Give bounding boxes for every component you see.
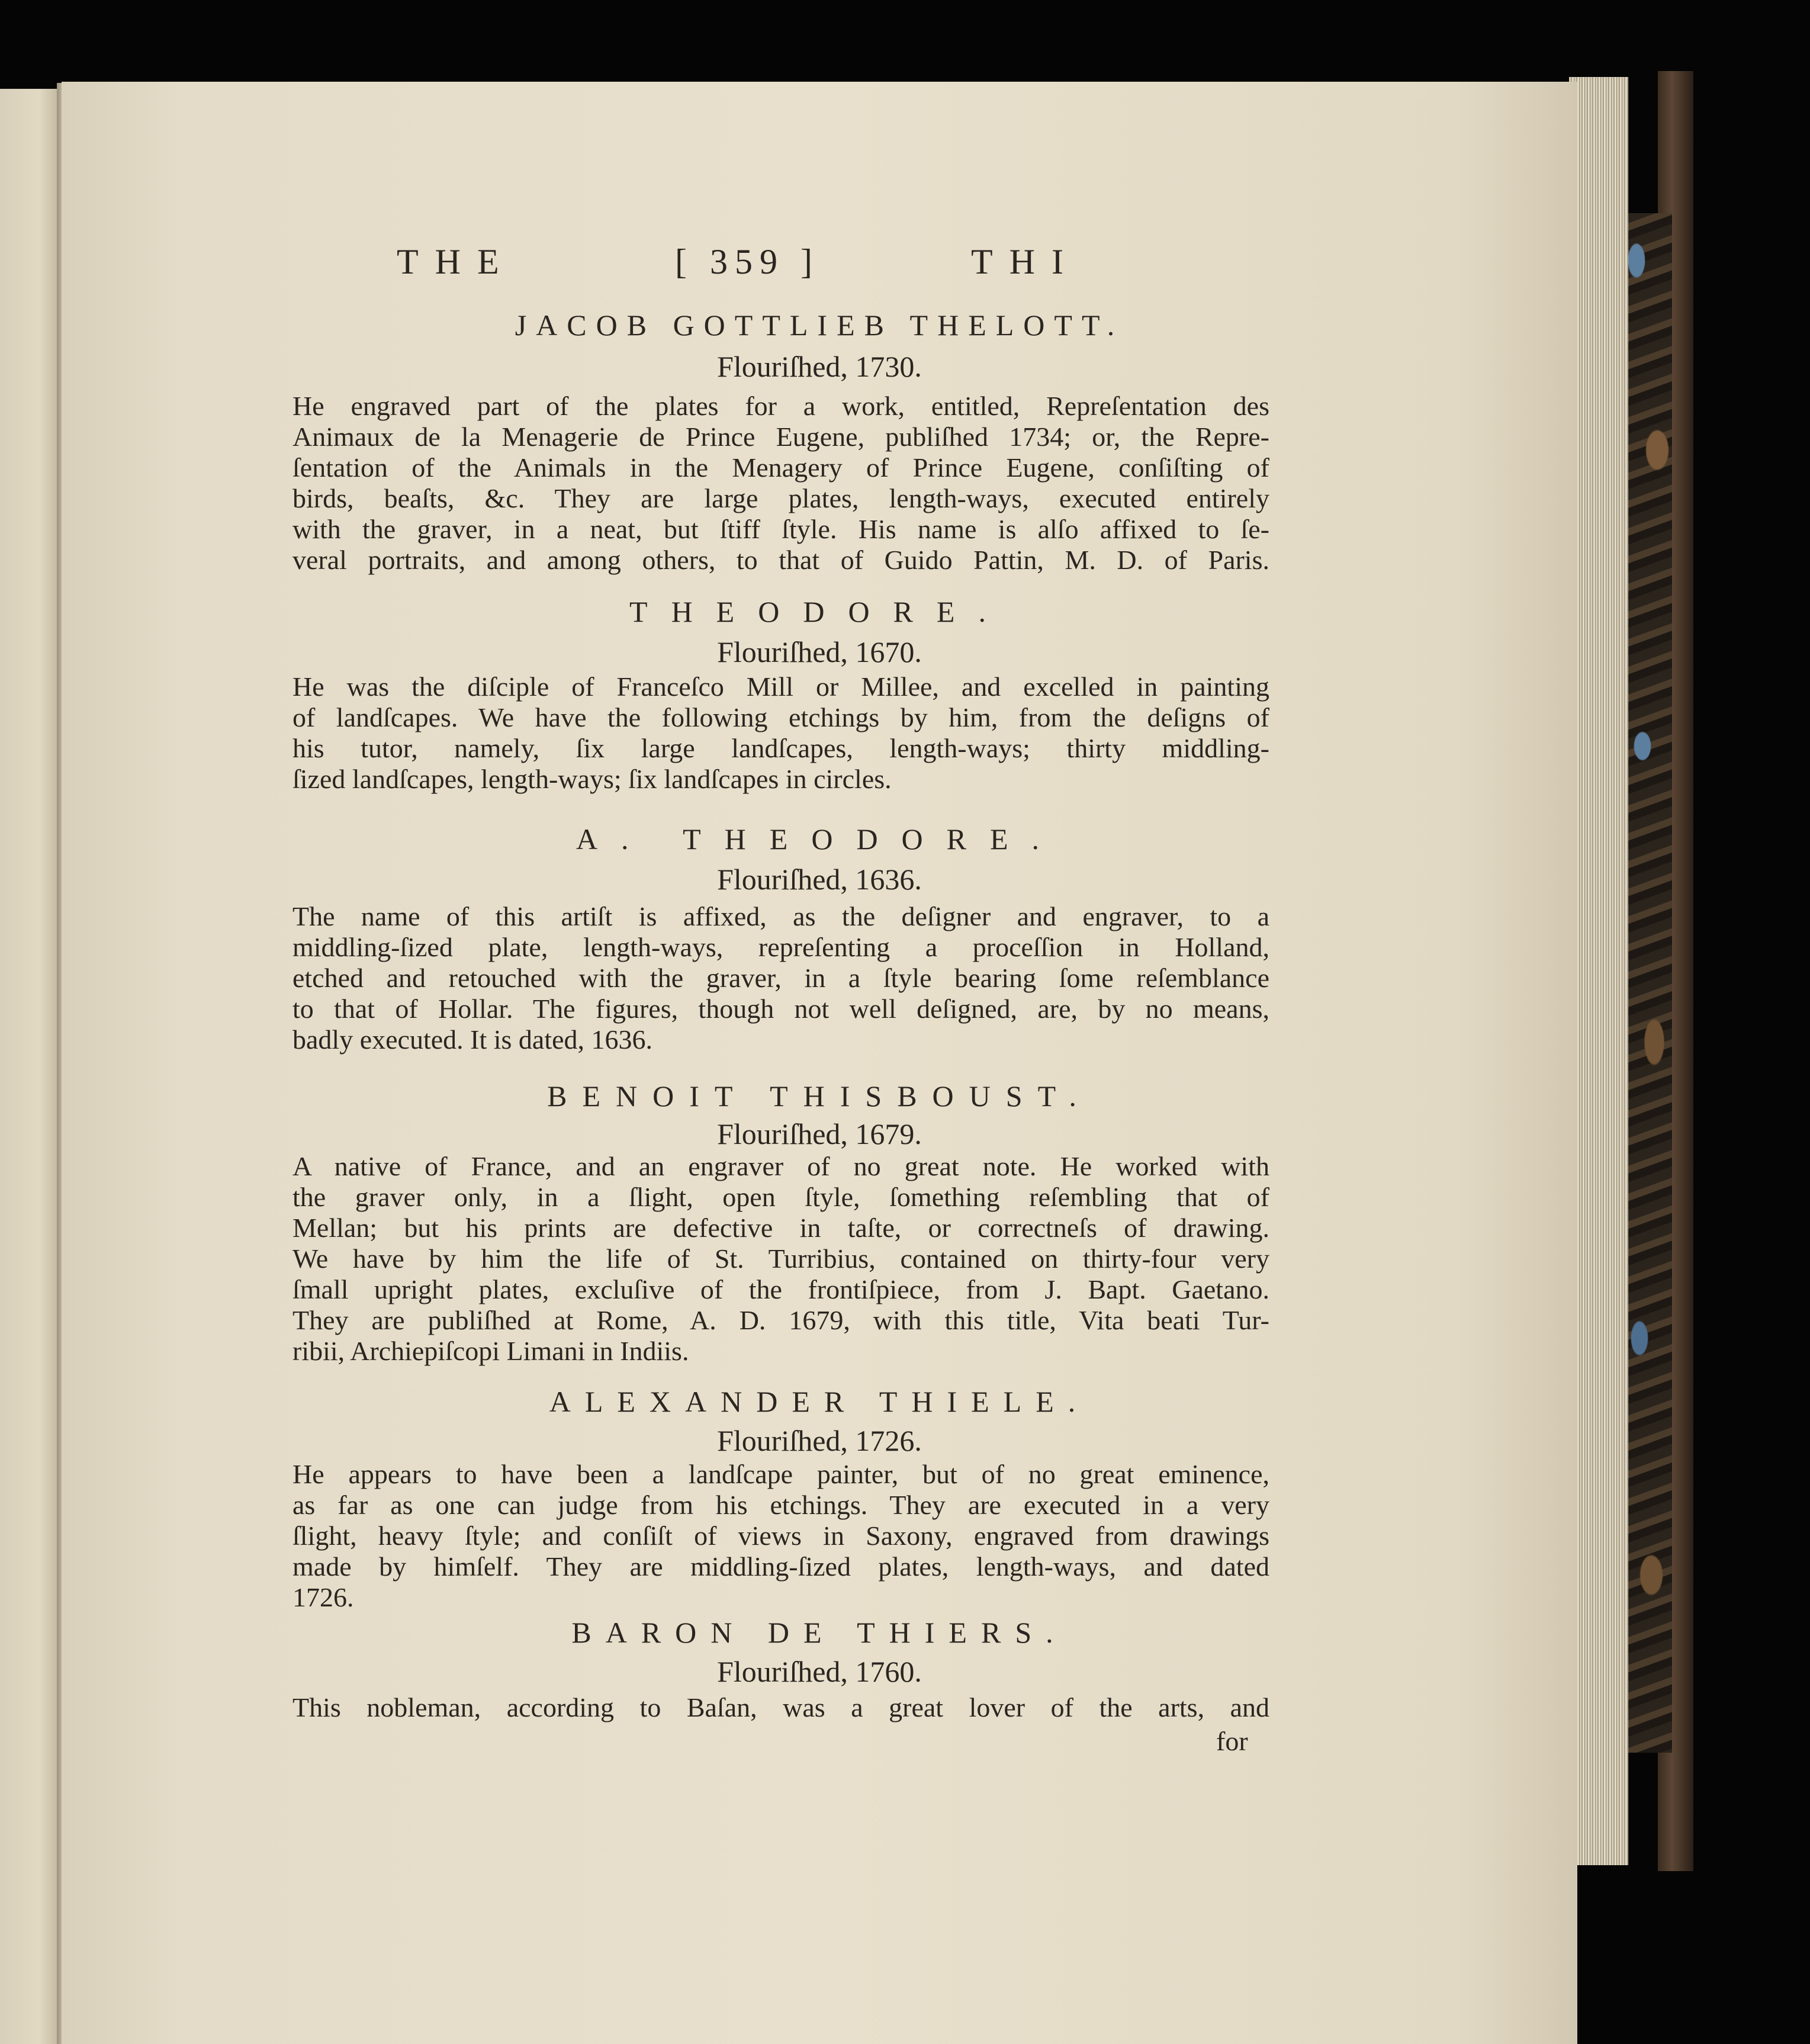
text-line: to that of Hollar. The figures, though not well deſigned, are, by no means, bbox=[292, 994, 1269, 1024]
entry-text bbox=[292, 1151, 1269, 1367]
text-line: ribii, Archiepiſcopi Limani in Indiis. bbox=[292, 1336, 689, 1366]
text-line: as far as one can judge from his etchings. They are executed in a very bbox=[292, 1490, 1269, 1520]
running-head-right: THI bbox=[971, 242, 1080, 281]
entry-flourished: Flouriſhed, 1679. bbox=[717, 1117, 922, 1150]
text-line: This nobleman, according to Baſan, was a great lover of the arts, and bbox=[292, 1692, 1269, 1722]
entry-text bbox=[292, 391, 1269, 576]
text-line: ſlight, heavy ſtyle; and conſiſt of views in Saxony, engraved from drawings bbox=[292, 1521, 1269, 1551]
text-line: birds, beaſts, &c. They are large plates, length-ways, executed entirely bbox=[292, 483, 1269, 513]
entry-title: BENOIT THISBOUST. bbox=[547, 1079, 1092, 1113]
entry-flourished: Flouriſhed, 1670. bbox=[717, 635, 922, 669]
running-head-left: THE bbox=[397, 242, 516, 281]
text-line: with the graver, in a neat, but ſtiff ſtyle. His name is alſo affixed to ſe- bbox=[292, 514, 1269, 544]
catchword: for bbox=[1216, 1726, 1248, 1756]
text-line: ſmall upright plates, excluſive of the frontiſpiece, from J. Bapt. Gaetano. bbox=[292, 1274, 1269, 1304]
text-line: badly executed. It is dated, 1636. bbox=[292, 1024, 653, 1055]
text-line: the graver only, in a ſlight, open ſtyle, ſomething reſembling that of bbox=[292, 1182, 1269, 1212]
entry-flourished: Flouriſhed, 1636. bbox=[717, 863, 922, 896]
text-line: of landſcapes. We have the following etchings by him, from the deſigns of bbox=[292, 702, 1269, 732]
entry-title: ALEXANDER THIELE. bbox=[549, 1385, 1090, 1418]
entry-text bbox=[292, 1692, 1269, 1723]
text-line: The name of this artiſt is affixed, as the deſigner and engraver, to a bbox=[292, 901, 1269, 931]
entry-flourished: Flouriſhed, 1726. bbox=[717, 1424, 922, 1457]
entry-title: THEODORE. bbox=[629, 595, 1010, 628]
text-line: ſized landſcapes, length-ways; ſix landſcapes in circles. bbox=[292, 764, 892, 794]
entry-text bbox=[292, 901, 1269, 1055]
text-line: his tutor, namely, ſix large landſcapes, length-ways; thirty middling- bbox=[292, 733, 1269, 763]
text-line: They are publiſhed at Rome, A. D. 1679, with this title, Vita beati Tur- bbox=[292, 1305, 1269, 1335]
entry-title: BARON DE THIERS. bbox=[571, 1616, 1068, 1649]
entry-text bbox=[292, 671, 1269, 795]
entry-flourished: Flouriſhed, 1760. bbox=[717, 1655, 922, 1688]
text-line: veral portraits, and among others, to that of Guido Pattin, M. D. of Paris. bbox=[292, 545, 1269, 575]
text-line: He was the diſciple of Franceſco Mill or Millee, and excelled in painting bbox=[292, 671, 1269, 702]
text-line: etched and retouched with the graver, in a ſtyle bearing ſome reſemblance bbox=[292, 963, 1269, 993]
entry-title: JACOB GOTTLIEB THELOTT. bbox=[515, 308, 1124, 342]
entry-title: A. THEODORE. bbox=[576, 822, 1063, 856]
text-line: ſentation of the Animals in the Menagery of Prince Eugene, conſiſting of bbox=[292, 452, 1269, 483]
text-line: Animaux de la Menagerie de Prince Eugene, publiſhed 1734; or, the Repre- bbox=[292, 422, 1269, 452]
text-line: middling-ſized plate, length-ways, repreſenting a proceſſion in Holland, bbox=[292, 932, 1269, 962]
text-line: 1726. bbox=[292, 1582, 354, 1612]
book-page bbox=[62, 82, 1577, 2044]
text-line: A native of France, and an engraver of no great note. He worked with bbox=[292, 1151, 1269, 1181]
text-line: He engraved part of the plates for a work, entitled, Repreſentation des bbox=[292, 391, 1269, 421]
facing-page-edge bbox=[0, 89, 65, 2044]
text-line: He appears to have been a landſcape painter, but of no great eminence, bbox=[292, 1459, 1269, 1489]
text-line: Mellan; but his prints are defective in taſte, or correctneſs of drawing. bbox=[292, 1213, 1269, 1243]
page-edges bbox=[1569, 77, 1628, 1865]
text-line: We have by him the life of St. Turribius, contained on thirty-four very bbox=[292, 1243, 1269, 1274]
entry-flourished: Flouriſhed, 1730. bbox=[717, 350, 922, 383]
running-head bbox=[62, 242, 1577, 313]
text-line: made by himſelf. They are middling-ſized plates, length-ways, and dated bbox=[292, 1551, 1269, 1582]
marbled-board bbox=[1622, 213, 1672, 1753]
page-number: [ 359 ] bbox=[675, 242, 819, 281]
entry-text bbox=[292, 1459, 1269, 1613]
